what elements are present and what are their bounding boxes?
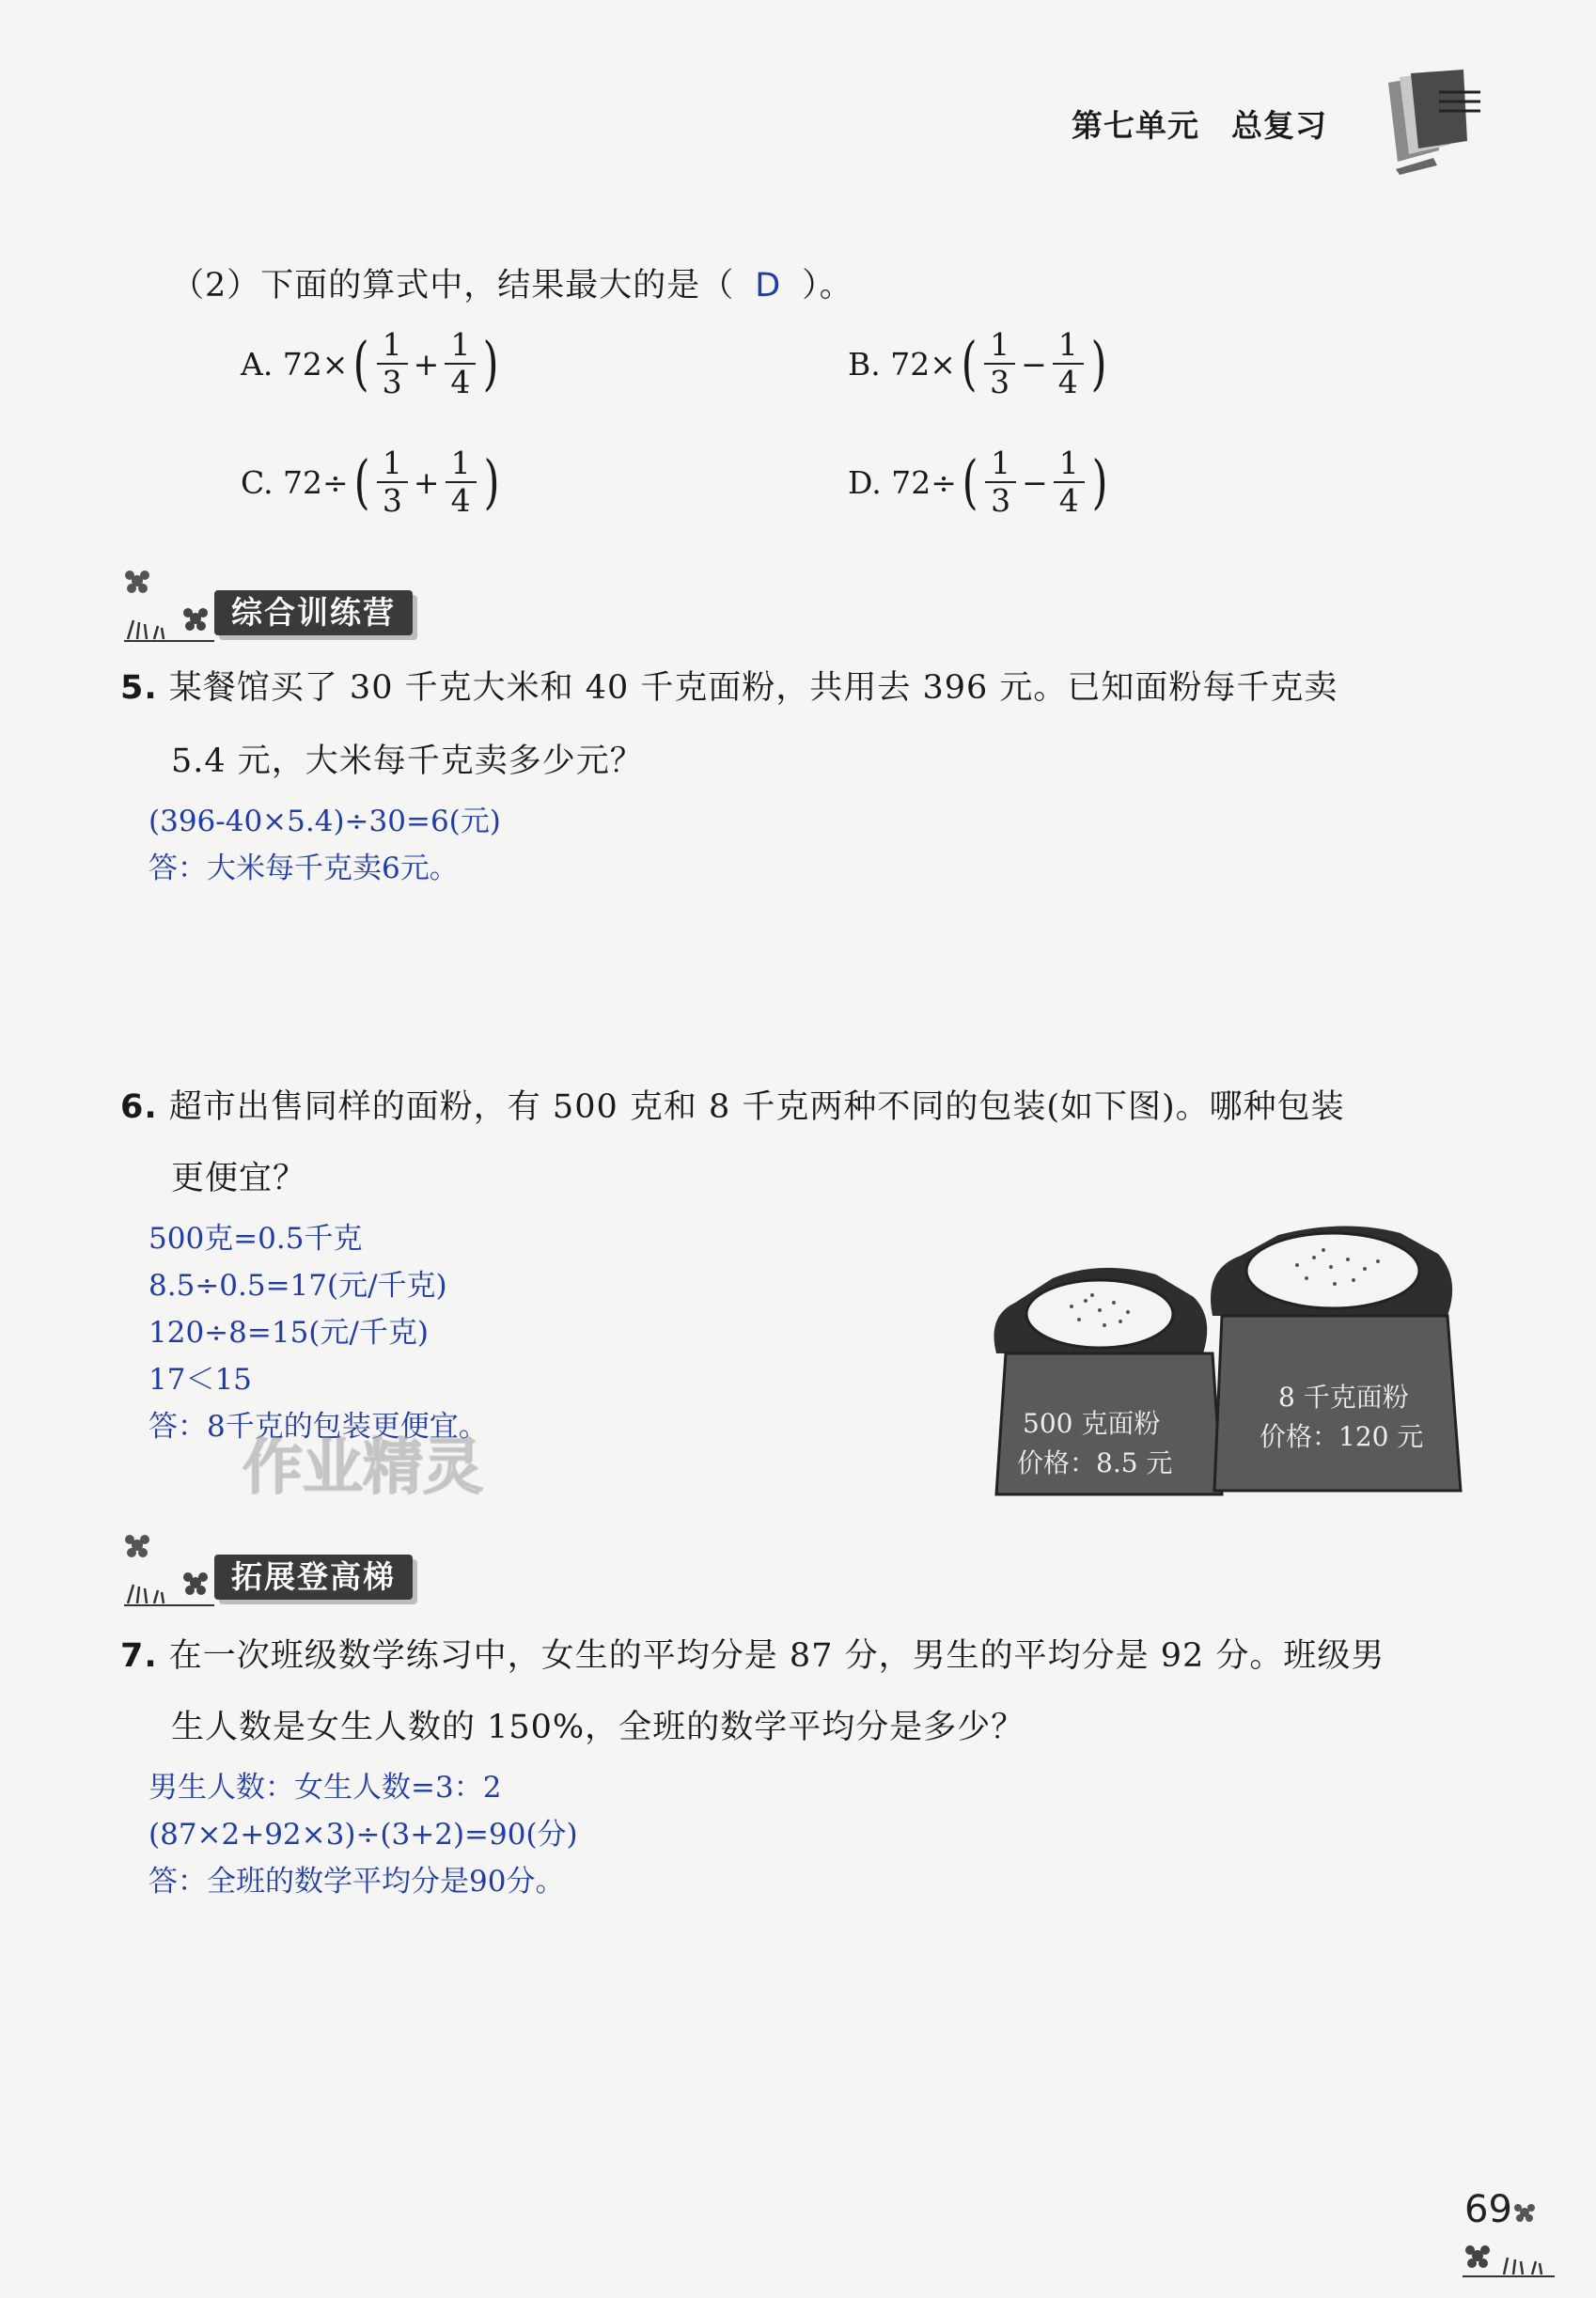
q4-2-answer: D xyxy=(755,267,782,305)
fraction xyxy=(984,327,1015,400)
fraction xyxy=(985,446,1016,519)
q6-answer-line: 17＜15 xyxy=(149,1363,252,1397)
paren-close: ) xyxy=(1091,447,1108,516)
header-section: 总复习 xyxy=(1231,107,1327,144)
q4-2-stem-prefix: （2）下面的算式中，结果最大的是（ xyxy=(171,267,735,305)
numerator: 1 xyxy=(1054,446,1085,483)
header-unit: 第七单元 xyxy=(1072,107,1199,144)
option-d-label: D. 72÷ xyxy=(848,463,957,501)
notebook-stack-icon xyxy=(1377,64,1490,177)
numerator: 1 xyxy=(445,327,476,365)
fraction xyxy=(446,446,477,519)
operator: − xyxy=(1021,345,1047,383)
flower-decoration-icon xyxy=(120,1528,224,1613)
q6-answer-line: 答：8千克的包装更便宜。 xyxy=(149,1410,488,1444)
section-title: 拓展登高梯 xyxy=(214,1555,413,1600)
option-b-label: B. 72× xyxy=(848,345,956,383)
q6-answer-line: 120÷8=15(元/千克) xyxy=(149,1316,429,1350)
denominator: 3 xyxy=(382,482,402,519)
question-number: 5. xyxy=(120,669,158,707)
operator: + xyxy=(413,345,440,383)
operator: − xyxy=(1022,463,1048,501)
paren-open: ( xyxy=(961,329,978,398)
watermark: 作业精灵 xyxy=(243,1433,483,1503)
q7-line2: 生人数是女生人数的 150%，全班的数学平均分是多少？ xyxy=(171,1709,1025,1746)
numerator: 1 xyxy=(985,446,1016,483)
q7-answer-line: 答：全班的数学平均分是90分。 xyxy=(149,1865,565,1899)
fraction xyxy=(1053,327,1084,400)
paren-open: ( xyxy=(962,447,978,516)
fraction xyxy=(1054,446,1085,519)
fraction xyxy=(445,327,476,400)
section-banner-extension xyxy=(120,1549,515,1603)
numerator: 1 xyxy=(1053,327,1084,365)
option-c-label: C. 72÷ xyxy=(241,463,349,501)
numerator: 1 xyxy=(377,446,408,483)
question-number: 7. xyxy=(120,1637,158,1675)
q5-answer-line: (396-40×5.4)÷30=6(元) xyxy=(149,805,501,838)
operator: + xyxy=(413,463,440,501)
option-b xyxy=(848,327,1112,400)
paren-close: ) xyxy=(482,329,499,398)
paren-close: ) xyxy=(1090,329,1107,398)
q6-line1 xyxy=(120,1081,1345,1128)
page-header xyxy=(1072,102,1327,146)
paren-open: ( xyxy=(353,329,370,398)
small-bag-price: 价格：8.5 元 xyxy=(1017,1447,1173,1478)
q5-text: 某餐馆买了 30 千克大米和 40 千克面粉，共用去 396 元。已知面粉每千克卖 xyxy=(168,669,1338,707)
option-c xyxy=(241,446,505,519)
denominator: 4 xyxy=(450,364,471,400)
q6-line2: 更便宜？ xyxy=(171,1160,307,1197)
q7-answer-line: 男生人数：女生人数=3：2 xyxy=(149,1771,502,1805)
fraction xyxy=(377,327,408,400)
q5-answer-line: 答：大米每千克卖6元。 xyxy=(149,852,459,885)
option-a-label: A. 72× xyxy=(241,345,349,383)
flour-bags-illustration xyxy=(968,1212,1466,1504)
denominator: 3 xyxy=(382,364,402,400)
page-number: 69 xyxy=(1464,2188,1512,2231)
paren-open: ( xyxy=(353,447,370,516)
denominator: 3 xyxy=(991,482,1011,519)
question-number: 6. xyxy=(120,1088,158,1126)
small-flour-bag xyxy=(994,1268,1223,1494)
denominator: 3 xyxy=(990,364,1010,400)
option-a xyxy=(241,327,505,400)
q7-text: 在一次班级数学练习中，女生的平均分是 87 分，男生的平均分是 92 分。班级男 xyxy=(168,1637,1385,1675)
section-banner-training xyxy=(120,585,515,639)
q5-line1 xyxy=(120,662,1338,709)
section-title: 综合训练营 xyxy=(214,590,413,635)
q6-answer-line: 500克=0.5千克 xyxy=(149,1222,363,1256)
denominator: 4 xyxy=(1057,364,1078,400)
numerator: 1 xyxy=(984,327,1015,365)
q6-answer-line: 8.5÷0.5=17(元/千克) xyxy=(149,1269,447,1303)
option-d xyxy=(848,446,1113,519)
large-bag-name: 8 千克面粉 xyxy=(1278,1382,1409,1413)
q4-2-stem-suffix: ）。 xyxy=(802,267,853,305)
numerator: 1 xyxy=(446,446,477,483)
q5-line2: 5.4 元，大米每千克卖多少元？ xyxy=(171,743,644,780)
denominator: 4 xyxy=(1058,482,1079,519)
flower-decoration-icon xyxy=(1457,2199,1560,2284)
q4-2-stem xyxy=(171,259,853,306)
numerator: 1 xyxy=(377,327,408,365)
small-bag-name: 500 克面粉 xyxy=(1023,1408,1161,1439)
fraction xyxy=(377,446,408,519)
q6-text: 超市出售同样的面粉，有 500 克和 8 千克两种不同的包装(如下图)。哪种包装 xyxy=(168,1088,1345,1126)
paren-close: ) xyxy=(483,447,500,516)
q7-line1 xyxy=(120,1630,1385,1677)
denominator: 4 xyxy=(450,482,471,519)
flower-decoration-icon xyxy=(120,564,224,649)
large-bag-price: 价格：120 元 xyxy=(1260,1421,1424,1452)
q7-answer-line: (87×2+92×3)÷(3+2)=90(分) xyxy=(149,1818,578,1852)
large-flour-bag xyxy=(1211,1226,1461,1491)
